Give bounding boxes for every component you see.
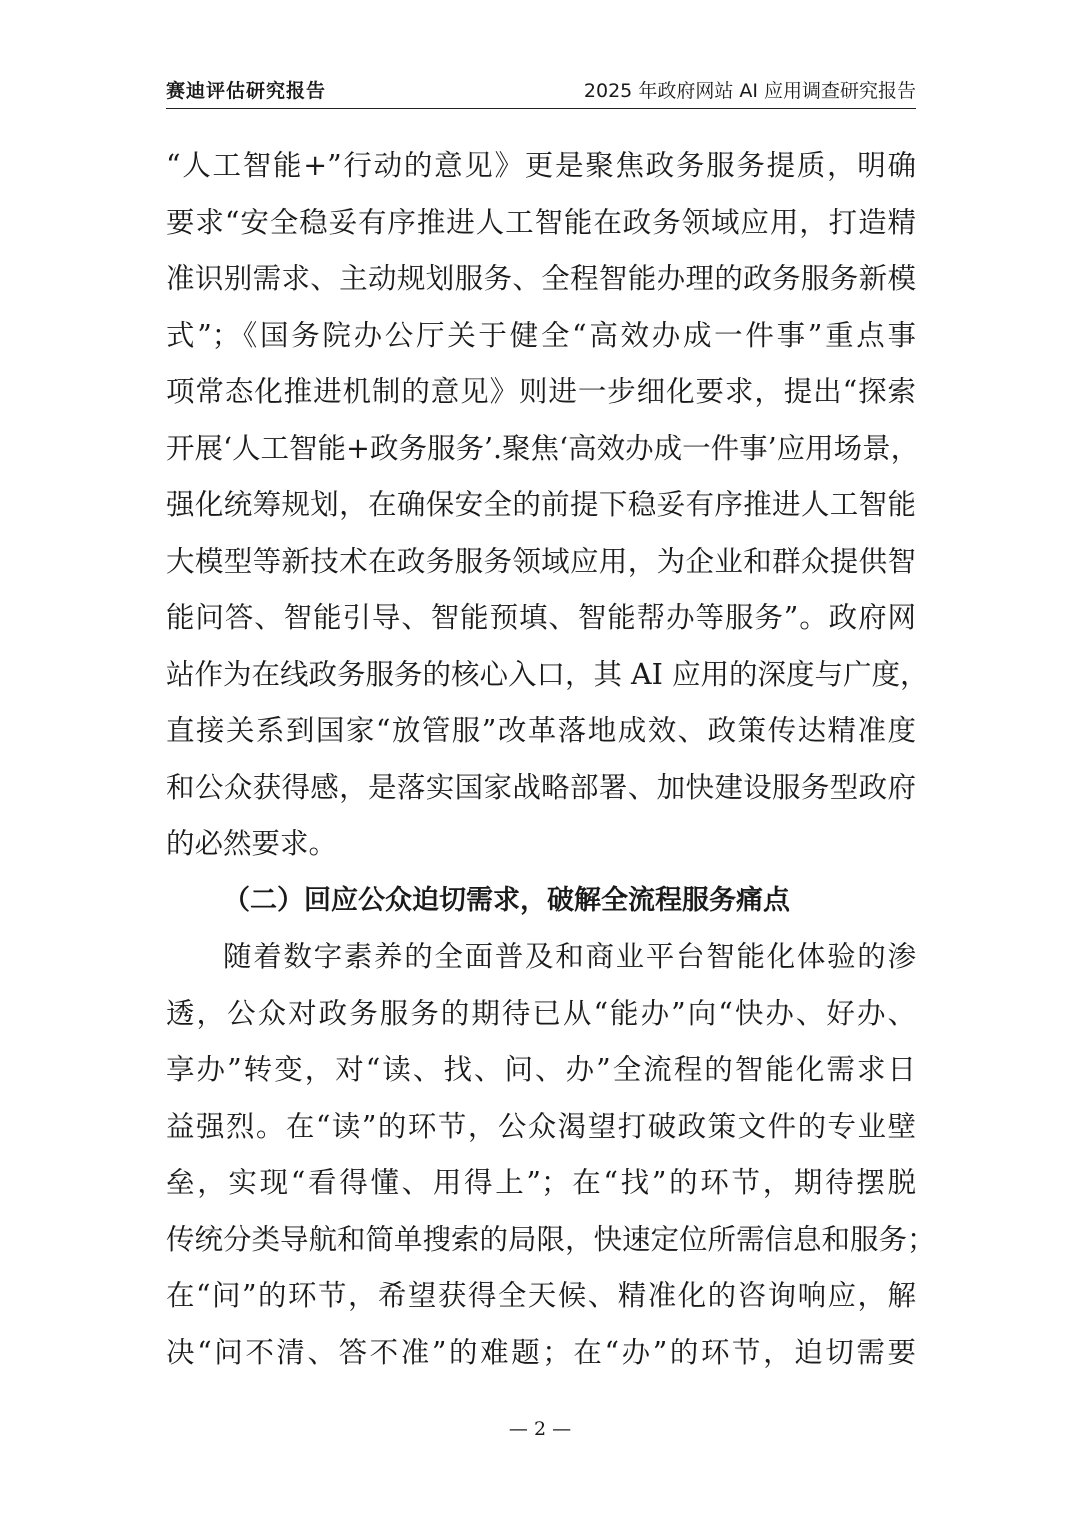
text-line: 决“问不清、答不准”的难题；在“办”的环节，迫切需要 [166, 1335, 916, 1369]
header-report-title: 2025 年政府网站 AI 应用调查研究报告 [583, 80, 916, 102]
text-line: 开展‘人工智能+政务服务’.聚焦‘高效办成一件事’应用场景， [166, 431, 920, 465]
text-line: 站作为在线政务服务的核心入口，其 AI 应用的深度与广度， [166, 657, 929, 691]
text-line: 式”；《国务院办公厅关于健全“高效办成一件事”重点事 [166, 318, 916, 352]
text-line: 和公众获得感，是落实国家战略部署、加快建设服务型政府 [166, 770, 916, 804]
text-line: 的必然要求。 [166, 827, 338, 860]
body-text [166, 138, 936, 1381]
text-line: 能问答、智能引导、智能预填、智能帮办等服务”。政府网 [166, 601, 916, 634]
text-line: 要求“安全稳妥有序推进人工智能在政务领域应用，打造精 [166, 205, 916, 239]
text-line: 享办”转变，对“读、找、问、办”全流程的智能化需求日 [166, 1053, 916, 1086]
page-number: — 2 — [508, 1418, 572, 1440]
page-header [166, 72, 916, 109]
header-report-series: 赛迪评估研究报告 [166, 80, 327, 102]
section-heading: （二）回应公众迫切需求，破解全流程服务痛点 [223, 884, 790, 916]
text-line: 准识别需求、主动规划服务、全程智能办理的政务服务新模 [166, 262, 916, 295]
text-line: 益强烈。在“读”的环节，公众渴望打破政策文件的专业壁 [166, 1109, 916, 1143]
text-line: 在“问”的环节，希望获得全天候、精准化的咨询响应，解 [166, 1279, 916, 1312]
text-line: 直接关系到国家“放管服”改革落地成效、政策传达精准度 [166, 714, 916, 747]
text-line: “人工智能+”行动的意见》更是聚焦政务服务提质，明确 [166, 149, 916, 182]
text-line: 垒，实现“看得懂、用得上”；在“找”的环节，期待摆脱 [166, 1166, 916, 1199]
text-line: 随着数字素养的全面普及和商业平台智能化体验的渗 [223, 940, 916, 973]
text-line: 项常态化推进机制的意见》则进一步细化要求，提出“探索 [166, 375, 916, 408]
text-line: 传统分类导航和简单搜索的局限，快速定位所需信息和服务； [166, 1222, 936, 1256]
text-line: 透，公众对政务服务的期待已从“能办”向“快办、好办、 [166, 996, 916, 1030]
text-line: 强化统筹规划，在确保安全的前提下稳妥有序推进人工智能 [166, 488, 916, 521]
text-line: 大模型等新技术在政务服务领域应用，为企业和群众提供智 [166, 544, 916, 578]
